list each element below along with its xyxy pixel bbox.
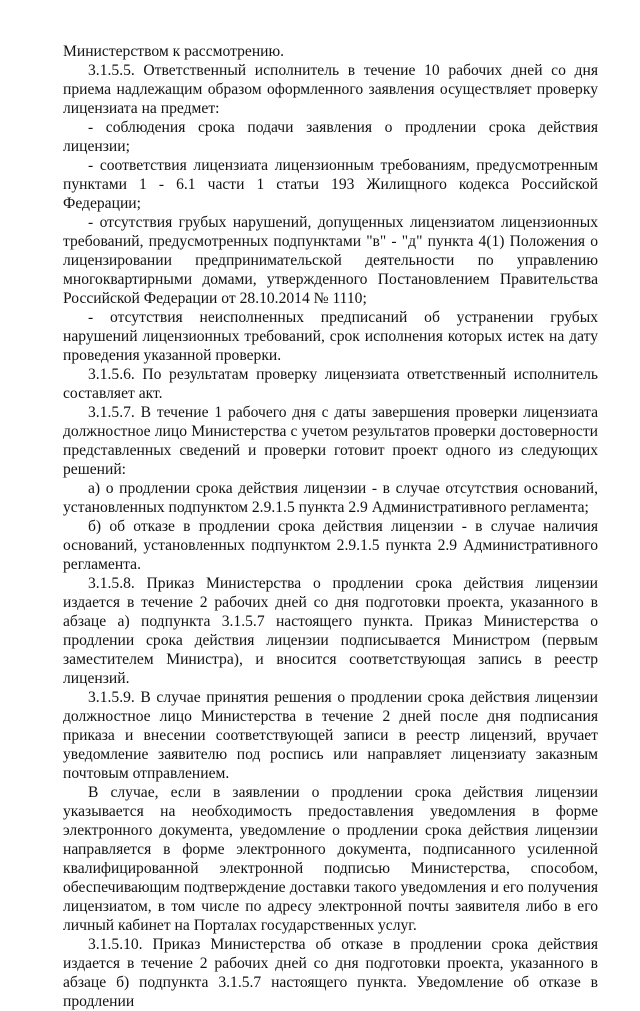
paragraph: 3.1.5.6. По результатам проверку лицензиата ответственный исполнитель составляет акт. — [63, 366, 598, 402]
paragraph: Министерством к рассмотрению. — [63, 43, 285, 60]
paragraph: В случае, если в заявлении о продлении срока действия лицензии указывается на необходимость предоставления уведомления в форме электронного документа, уведомление о продлении срока действия лицензии направляется в форме электронного документа, подписанного усиленной квалифицированной электронной подписью Министерства, способом, обеспечивающим подтверждение доставки такого уведомления и его получения лицензиатом, в том числе по адресу электронной почты заявителя либо в его личный кабинет на Порталах государственных услуг. — [63, 784, 598, 934]
paragraph: 3.1.5.9. В случае принятия решения о продлении срока действия лицензии должностное лицо Министерства в течение 2 дней после дня подписания приказа и внесении соответствующей записи в реестр лицензий, вручает уведомление заявителю под роспись или направляет лицензиату заказным почтовым отправлением. — [63, 689, 598, 782]
paragraph: 3.1.5.5. Ответственный исполнитель в течение 10 рабочих дней со дня приема надлежащим образом оформленного заявления осуществляет проверку лицензиата на предмет: — [63, 62, 598, 117]
paragraph: - соблюдения срока подачи заявления о продлении срока действия лицензии; — [63, 119, 598, 155]
paragraph: б) об отказе в продлении срока действия лицензии - в случае наличия оснований, установленных подпунктом 2.9.1.5 пункта 2.9 Административного регламента. — [63, 518, 598, 573]
document-page — [63, 42, 598, 1011]
paragraph: - отсутствия грубых нарушений, допущенных лицензиатом лицензионных требований, предусмотренных подпунктами "в" - "д" пункта 4(1) Положения о лицензировании предпринимательской деятельности по управлению многоквартирными домами, утвержденного Постановлением Правительства Российской Федерации от 28.10.2014 № 1110; — [63, 214, 598, 307]
paragraph: 3.1.5.10. Приказ Министерства об отказе в продлении срока действия издается в течение 2 рабочих дней со дня подготовки проекта, указанного в абзаце б) подпункта 3.1.5.7 настоящего пункта. Уведомление об отказе в продлении — [63, 936, 598, 1010]
paragraph: а) о продлении срока действия лицензии - в случае отсутствия оснований, установленных подпунктом 2.9.1.5 пункта 2.9 Административного регламента; — [63, 480, 598, 516]
paragraph: - соответствия лицензиата лицензионным требованиям, предусмотренным пунктами 1 - 6.1 части 1 статьи 193 Жилищного кодекса Российской Федерации; — [63, 157, 598, 212]
paragraph: 3.1.5.7. В течение 1 рабочего дня с даты завершения проверки лицензиата должностное лицо Министерства с учетом результатов проверки достоверности представленных сведений и проверки готовит проект одного из следующих решений: — [63, 404, 598, 478]
paragraph: - отсутствия неисполненных предписаний об устранении грубых нарушений лицензионных требований, срок исполнения которых истек на дату проведения указанной проверки. — [63, 309, 598, 364]
paragraph: 3.1.5.8. Приказ Министерства о продлении срока действия лицензии издается в течение 2 рабочих дней со дня подготовки проекта, указанного в абзаце а) подпункта 3.1.5.7 настоящего пункта. Приказ Министерства о продлении срока действия лицензии подписывается Министром (первым заместителем Министра), и вносится соответствующая запись в реестр лицензий. — [63, 575, 598, 687]
